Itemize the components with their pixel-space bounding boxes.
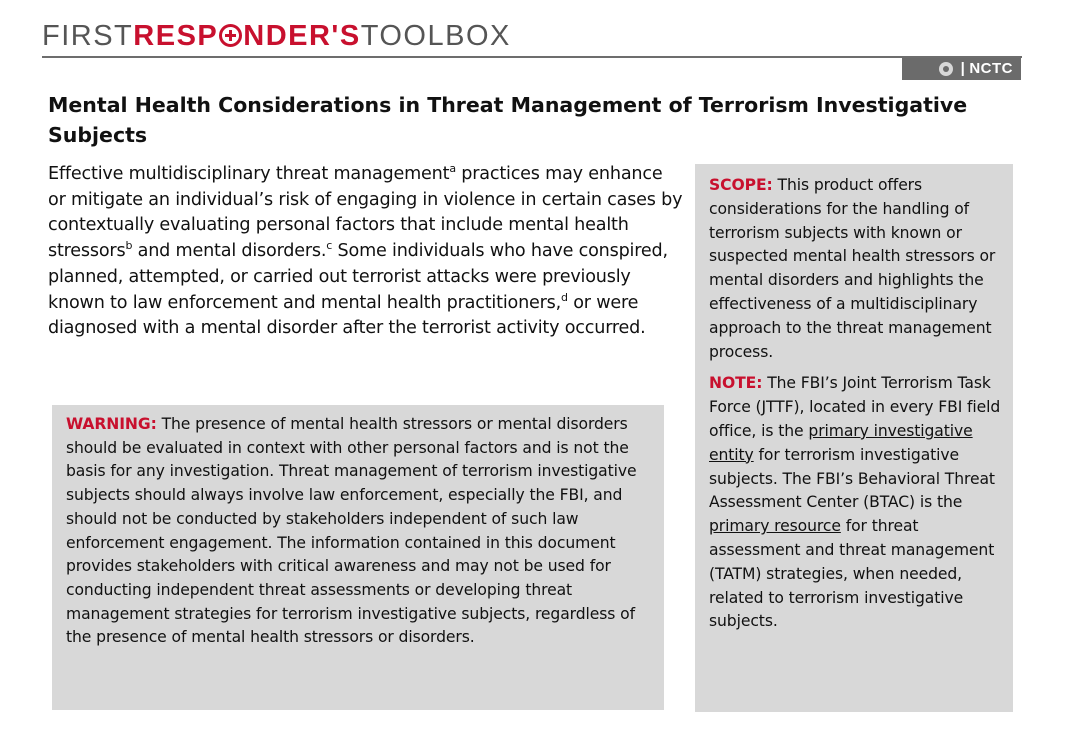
intro-part-5: or were diagnosed with a mental disorder after the terrorist activity occurred. (48, 292, 646, 339)
intro-part-2: practices may enhance or mitigate an individual’s risk of engaging in violence in certain cases by contextually evaluating personal factors that include mental health stressors (48, 164, 683, 262)
warning-text: The presence of mental health stressors or mental disorders should be evaluated in context with other personal factors and is not the basis for any investigation. Threat management of terrorism investigative subjects should always involve law enforcement, especially the FBI, and should not be conducted by stakeholders independent of such law enforcement engagement. The information contained in this document provides stakeholders with critical awareness and may not be used for conducting independent threat assessments or developing threat management strategies for terrorism investigative subjects, regardless of the presence of mental health stressors or disorders. (66, 415, 637, 647)
note-text-3: for threat assessment and threat management (TATM) strategies, when needed, related to terrorism investigative subjects. (709, 517, 995, 631)
note-text-2: for terrorism investigative subjects. The FBI’s Behavioral Threat Assessment Center (BTAC) is the (709, 445, 995, 512)
scope-paragraph (709, 174, 1007, 364)
warning-box (52, 405, 664, 710)
scope-text: This product offers considerations for the handling of terrorism subjects with known or suspected mental health stressors or mental disorders and highlights the effectiveness of a multidisciplinary approach to the threat management process. (709, 176, 996, 361)
scope-label: SCOPE: (709, 176, 773, 194)
brand-responder-text-end: NDER'S (243, 20, 361, 52)
brand-header (42, 20, 511, 52)
brand-responder-text-start: RESP (133, 20, 219, 52)
intro-part-4: Some individuals who have conspired, planned, attempted, or carried out terrorist attacks were previously known to law enforcement and mental health practitioners, (48, 241, 668, 313)
note-label: NOTE: (709, 374, 763, 393)
primary-resource-link[interactable]: primary resource (709, 517, 841, 536)
intro-paragraph (48, 162, 684, 342)
nctc-badge-text: NCTC (969, 60, 1013, 77)
intro-part-1: Effective multidisciplinary threat management (48, 164, 450, 184)
note-text-1: The FBI’s Joint Terrorism Task Force (JTTF), located in every FBI field office, is the (709, 374, 1001, 440)
sidebar-box (695, 164, 1013, 712)
footnote-ref-d[interactable]: d (561, 290, 568, 304)
nctc-badge (902, 58, 1021, 80)
medical-cross-icon (219, 24, 242, 47)
footnote-ref-b[interactable]: b (125, 239, 133, 253)
footnote-ref-a[interactable]: a (449, 162, 456, 175)
header-divider (42, 56, 1022, 58)
intro-part-3: and mental disorders. (132, 241, 327, 262)
brand-first-text: FIRST (42, 20, 134, 52)
warning-label: WARNING: (66, 415, 157, 433)
note-paragraph (709, 372, 1007, 634)
document-title: Mental Health Considerations in Threat Management of Terrorism Investigative Subjects (48, 93, 968, 147)
warning-paragraph (66, 413, 654, 650)
nctc-seal-icon (939, 62, 953, 76)
brand-toolbox-text: TOOLBOX (360, 20, 511, 52)
badge-separator: | (960, 60, 966, 77)
primary-investigative-entity-link[interactable]: primary investigative entity (709, 421, 973, 464)
footnote-ref-c[interactable]: c (326, 239, 333, 253)
